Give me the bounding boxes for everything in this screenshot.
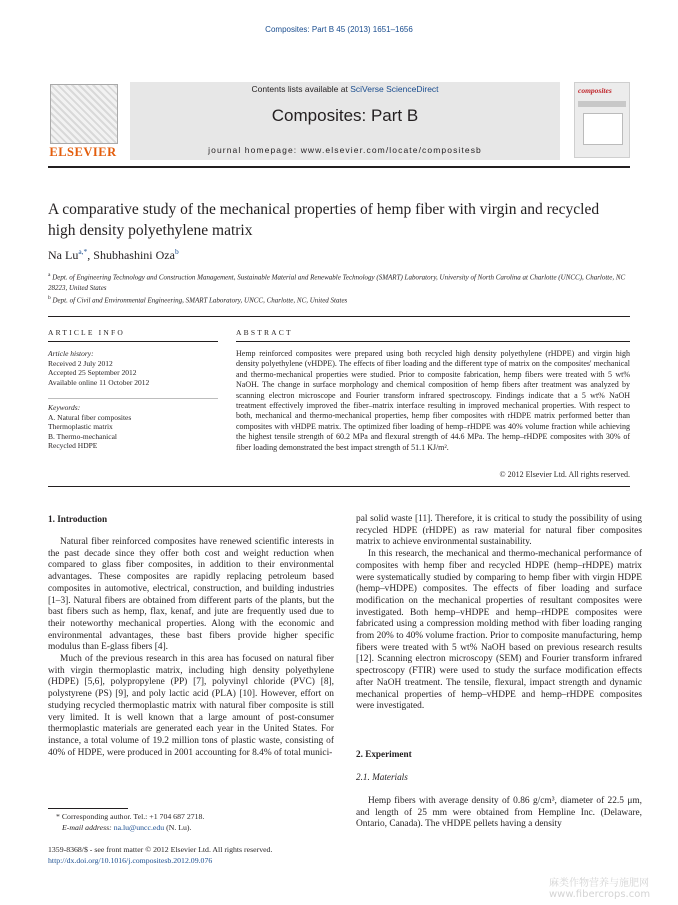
footnote-divider xyxy=(48,808,128,809)
journal-citation[interactable]: Composites: Part B 45 (2013) 1651–1656 xyxy=(265,25,413,34)
article-title: A comparative study of the mechanical properties of hemp fiber with virgin and recycled high density polyethylene matrix xyxy=(48,201,600,239)
affiliation-mark: a xyxy=(48,272,51,278)
email-line xyxy=(48,822,334,833)
abstract-bottom-divider xyxy=(48,486,630,487)
materials-paragraph: Hemp fibers with average density of 0.86 g/cm³, diameter of 22.5 μm, and length of 25 mm were obtained from Hempline Inc. (Delaware, Ontario, Canada). The vHDPE pellets having a density xyxy=(356,796,642,830)
received-date: Received 2 July 2012 xyxy=(48,358,113,368)
sciencedirect-link[interactable]: SciVerse ScienceDirect xyxy=(350,84,439,94)
affiliation-b xyxy=(48,293,630,306)
abstract-copyright: © 2012 Elsevier Ltd. All rights reserved. xyxy=(499,470,630,479)
article-info-label: ARTICLE INFO xyxy=(48,328,125,337)
contents-prefix: Contents lists available at xyxy=(251,84,351,94)
keyword: Recycled HDPE xyxy=(48,441,98,450)
issn-line: 1359-8368/$ - see front matter © 2012 Elsevier Ltd. All rights reserved. xyxy=(48,845,273,854)
experiment-heading: 2. Experiment xyxy=(356,749,412,759)
corresponding-author: * Corresponding author. Tel.: +1 704 687 2718. xyxy=(56,812,205,821)
introduction-heading: 1. Introduction xyxy=(48,514,108,524)
intro-paragraph: Natural fiber reinforced composites have renewed scientific interests in the past decade since they offer both cost and weight reduction when compared to glass fiber composites, in addition to their environmental advantages. These composites are rapidly replacing petroleum based composites in automotive, electrical, construction, and building industries [1–3]. Natural fibers are obtained from different parts of the plants, but the bast fibers such as hemp, flax, kenaf, and jute are frequently used due to their noteworthy mechanical properties. Along with the economic and environmental advantages, these bast fibers provide higher specific modulus than E-glass fibers [4]. xyxy=(48,537,334,653)
author-list xyxy=(48,247,179,263)
journal-cover-thumbnail xyxy=(574,82,630,158)
author-affiliation-mark[interactable]: a,* xyxy=(78,247,88,256)
contents-line xyxy=(130,84,560,94)
accepted-date: Accepted 25 September 2012 xyxy=(48,368,137,377)
affiliation-a xyxy=(48,270,630,293)
materials-text xyxy=(356,796,642,831)
author-affiliation-mark[interactable]: b xyxy=(174,247,179,256)
affiliations xyxy=(48,270,630,306)
cover-band xyxy=(578,101,626,107)
keyword: A. Natural fiber composites xyxy=(48,412,132,422)
author-name: Shubhashini Oza xyxy=(93,248,175,262)
intro-paragraph: In this research, the mechanical and thermo-mechanical performance of composites with hemp fiber and recycled HDPE (hemp–rHDPE) matrix were systematically studied by comparing to hemp fiber with virgin HDPE (hemp–vHDPE) composites. The effects of fiber loading and surface modification on the mechanical properties of resultant composites were investigated. Both hemp–vHDPE and hemp–rHDPE composites were fabricated using a compression molding method with fiber loading ranging from 20% to 40% volume fraction. Prior to composite manufacturing, hemp fibers were treated with 5 wt% NaOH based on previous research results [12]. Scanning electron microscopy (SEM) and Fourier transform infrared spectroscopy (FTIR) were used to study the surface modification effects after NaOH treatment. The tensile, flexural, impact strength and dynamic mechanical properties of hemp–vHDPE and hemp–rHDPE composites were investigated. xyxy=(356,549,642,712)
affiliation-mark: b xyxy=(48,295,51,302)
journal-header xyxy=(130,82,560,160)
cover-image xyxy=(583,113,623,145)
author-separator: , xyxy=(87,248,94,262)
right-column xyxy=(356,514,642,713)
email-link[interactable]: na.lu@uncc.edu xyxy=(113,823,165,832)
abstract-text: Hemp reinforced composites were prepared using both recycled high density polyethylene (rHDPE) and virgin high density polyethylene (vHDPE). The effects of fiber loading and the different type of matrix on the composites' mechanical and thermo-mechanical properties were studied. Prior to composite fabrication, hemp fibers were treated with 5 wt% NaOH. The change in surface morphology and chemical composition of hemp fibers after treatment was analyzed by scanning electron microscope and Fourier transform infrared spectroscopy. Findings indicate that a 5 wt% NaOH treatment effectively improved the fiber–matrix interface resulting in improved mechanical properties. With respect to both, mechanical and thermo-mechanical properties, hemp fiber composites with rHDPE matrix performed better than composites with vHDPE matrix. The optimized fiber loading of hemp–rHDPE was 40% volume fraction while achieving the highest tensile strength of 60.2 MPa and flexural strength of 44.6 MPa. The hemp–rHDPE composites with 30% of fiber loading demonstrated the best impact strength of 51.1 KJ/m². xyxy=(236,349,630,452)
cover-title: composites xyxy=(578,86,612,95)
left-column xyxy=(48,537,334,759)
elsevier-wordmark: ELSEVIER xyxy=(49,145,117,159)
info-divider xyxy=(48,341,218,342)
affiliation-text: Dept. of Engineering Technology and Construction Management, Sustainable Material and Renewable Technology (SMART) Laboratory, University of North Carolina at Charlotte (UNCC), Charlotte, NC 28223, United States xyxy=(48,273,626,292)
elsevier-tree-icon xyxy=(50,84,118,144)
keywords xyxy=(48,403,218,451)
keyword: B. Thermo-mechanical xyxy=(48,431,118,441)
elsevier-logo xyxy=(48,84,118,160)
history-label: Article history: xyxy=(48,349,94,358)
email-label: E-mail address: xyxy=(62,823,114,832)
keywords-label: Keywords: xyxy=(48,403,81,412)
email-suffix: (N. Lu). xyxy=(164,823,192,832)
keywords-divider xyxy=(48,398,218,399)
keyword: Thermoplastic matrix xyxy=(48,422,113,431)
doi-link[interactable]: http://dx.doi.org/10.1016/j.compositesb.2012.09.076 xyxy=(48,856,213,865)
online-date: Available online 11 October 2012 xyxy=(48,377,150,387)
page-footer xyxy=(48,844,334,866)
footnotes xyxy=(48,811,334,833)
journal-homepage[interactable]: journal homepage: www.elsevier.com/locate/compositesb xyxy=(208,145,482,155)
affiliation-text: Dept. of Civil and Environmental Engineering, SMART Laboratory, UNCC, Charlotte, NC, United States xyxy=(52,296,348,305)
intro-paragraph: Much of the previous research in this area has focused on natural fiber with virgin thermoplastic matrix, including high density polyethylene (HDPE) [5,6], polypropylene (PP) [7], polyvinyl chloride (PVC) [8], polystyrene (PS) [9], and poly lactic acid (PLA) [10]. However, effort on studying recycled thermoplastic matrix with natural fiber composite is still very limited. It is well known that a large amount of post-consumer thermoplastic materials are generated each year in the United States. For instance, a total volume of 19.2 million tons of plastic waste, consisting of 40% of HDPE, were produced in 2001 accounting for 8.4% of total munici- xyxy=(48,654,334,758)
section-divider xyxy=(48,316,630,317)
header-divider xyxy=(48,166,630,168)
site-watermark: 麻类作物营养与施肥网 www.fibercrops.com xyxy=(549,878,651,900)
abstract-divider xyxy=(236,341,630,342)
author-name: Na Lu xyxy=(48,248,79,262)
journal-name: Composites: Part B xyxy=(271,106,419,125)
materials-heading: 2.1. Materials xyxy=(356,772,408,782)
intro-continuation: pal solid waste [11]. Therefore, it is critical to study the possibility of using recycled HDPE (rHDPE) as raw material for natural fiber composites matrix to achieve environmental sustainability. xyxy=(356,514,642,548)
article-history xyxy=(48,349,218,387)
abstract-label: ABSTRACT xyxy=(236,328,293,337)
